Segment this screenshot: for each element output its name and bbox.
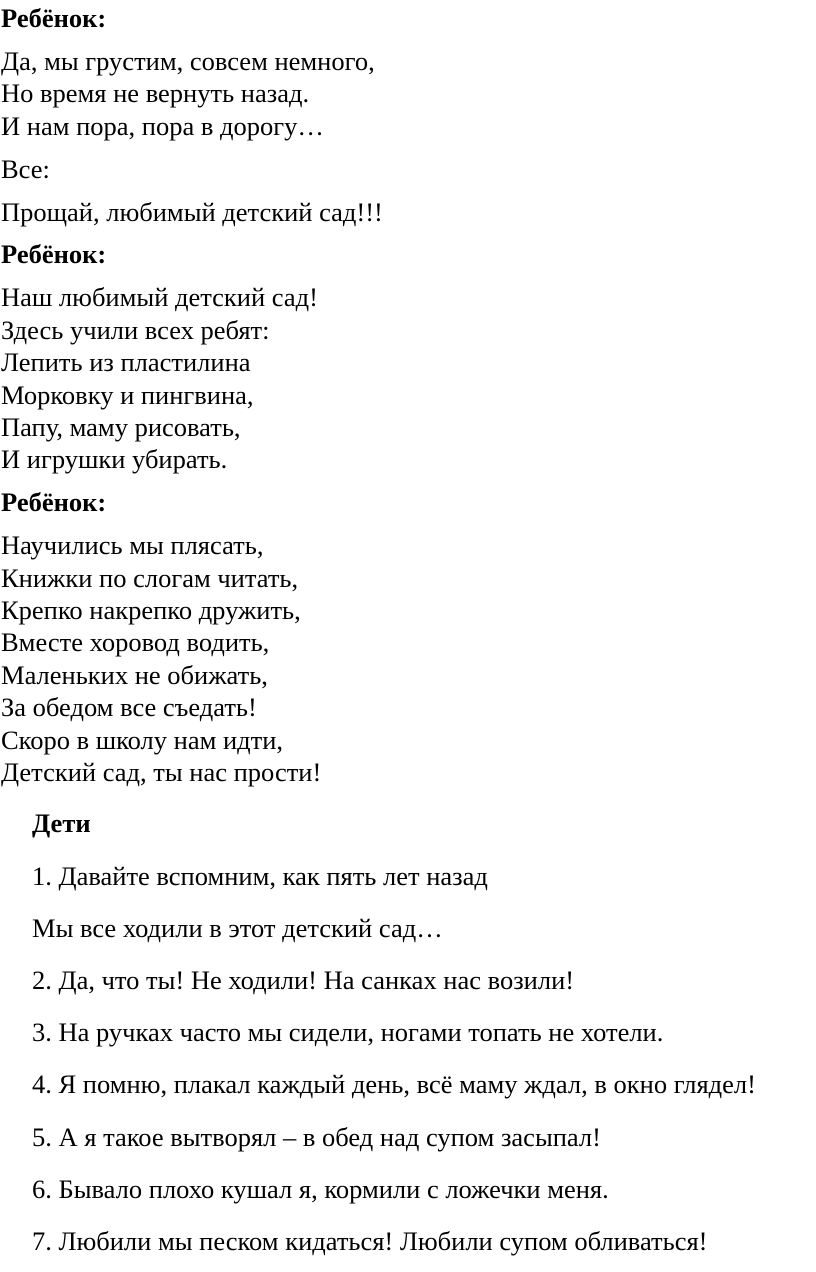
script-part-1 xyxy=(1,2,816,788)
verse-line: Прощай, любимый детский сад!!! xyxy=(1,196,383,227)
verse-line: Да, мы грустим, совсем немного, xyxy=(1,45,375,76)
dialogue-line: Мы все ходили в этот детский сад… xyxy=(32,912,443,943)
verse-line: Но время не вернуть назад. xyxy=(1,78,310,109)
script-part-2 xyxy=(1,807,816,1257)
verse-line: Детский сад, ты нас прости! xyxy=(1,757,322,788)
verse-line: Скоро в школу нам идти, xyxy=(1,724,284,755)
dialogue-line: 7. Любили мы песком кидаться! Любили супом обливаться! xyxy=(32,1226,708,1257)
verse xyxy=(1,45,816,142)
verse-line: Вместе хоровод водить, xyxy=(1,627,270,658)
verse-line: Папу, маму рисовать, xyxy=(1,411,241,442)
verse-line: Книжки по слогам читать, xyxy=(1,562,299,593)
verse xyxy=(1,196,816,228)
verse-line: И нам пора, пора в дорогу… xyxy=(1,110,324,141)
verse-line: Лепить из пластилина xyxy=(1,347,251,378)
dialogue-line: 6. Бывало плохо кушал я, кормили с ложечки меня. xyxy=(32,1173,609,1204)
verse xyxy=(1,281,816,475)
verse-line: Маленьких не обижать, xyxy=(1,659,268,690)
verse-line: Морковку и пингвина, xyxy=(1,379,254,410)
verse-line: Научились мы плясать, xyxy=(1,530,264,561)
verse-line: За обедом все съедать! xyxy=(1,692,257,723)
dialogue-line: 2. Да, что ты! Не ходили! На санках нас возили! xyxy=(32,965,575,996)
section-heading: Дети xyxy=(32,808,91,839)
dialogue-line: 1. Давайте вспомним, как пять лет назад xyxy=(32,860,488,891)
dialogue-line: 5. А я такое вытворял – в обед над супом засыпал! xyxy=(32,1121,601,1152)
speaker-heading: Ребёнок: xyxy=(1,3,107,33)
dialogue-line: 3. На ручках часто мы сидели, ногами топать не хотели. xyxy=(32,1017,664,1048)
speaker-heading: Ребёнок: xyxy=(1,487,107,518)
dialogue-line: 4. Я помню, плакал каждый день, всё маму ждал, в окно глядел! xyxy=(32,1069,756,1100)
speaker-heading: Все: xyxy=(1,153,50,184)
verse xyxy=(1,529,816,788)
verse-line: Крепко накрепко дружить, xyxy=(1,595,301,625)
speaker-heading: Ребёнок: xyxy=(1,239,107,270)
verse-line: И игрушки убирать. xyxy=(1,444,228,475)
verse-line: Наш любимый детский сад! xyxy=(1,282,318,313)
verse-line: Здесь учили всех ребят: xyxy=(1,314,270,345)
